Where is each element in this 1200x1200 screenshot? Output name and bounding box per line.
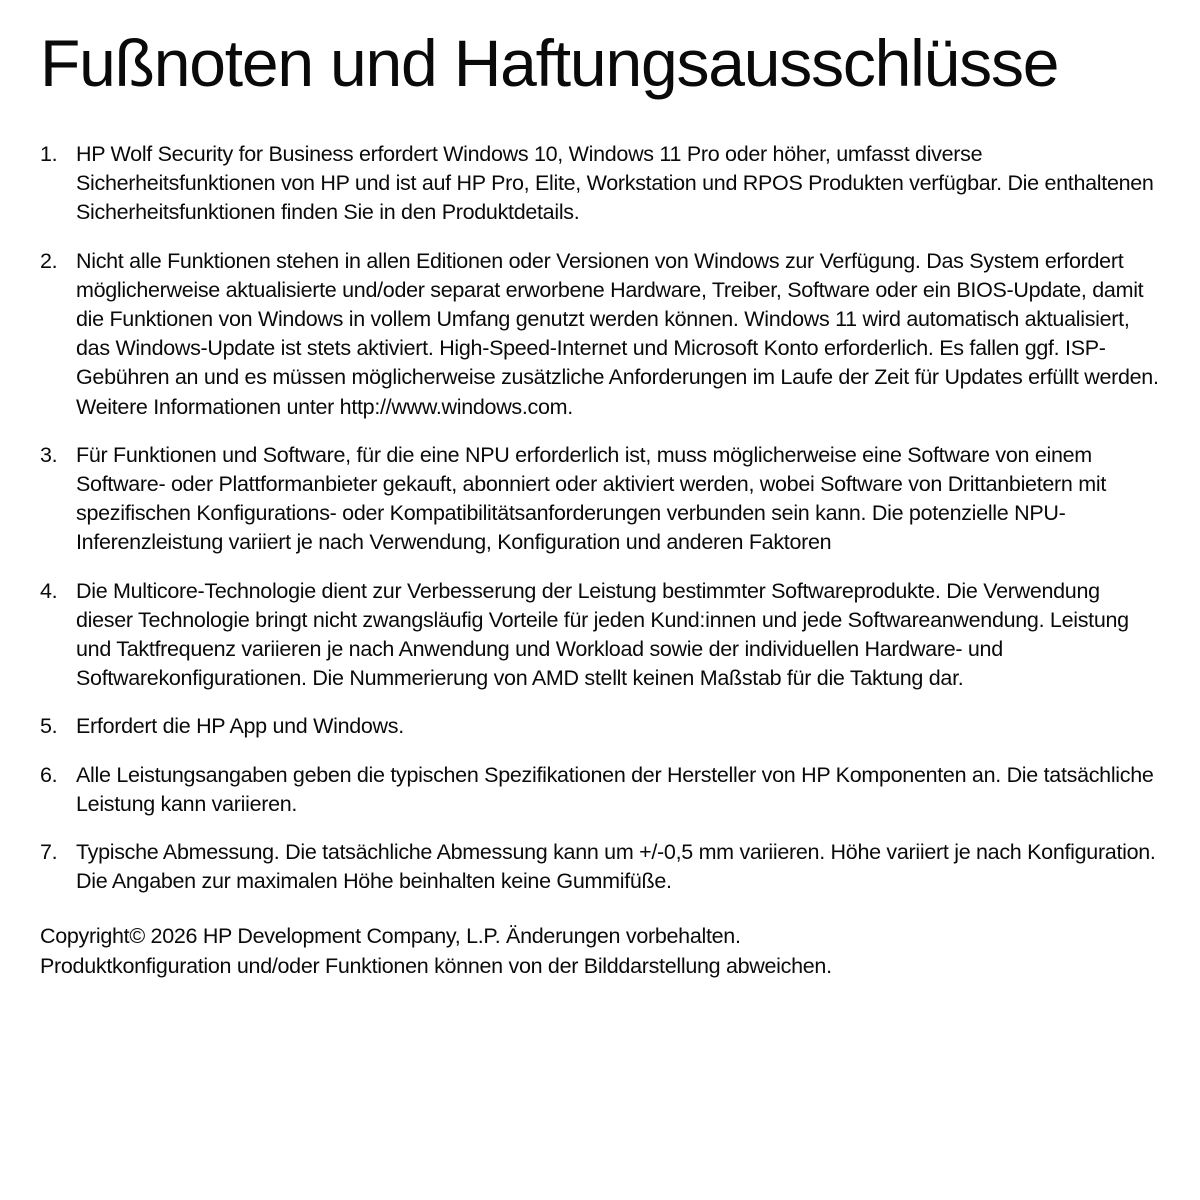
footnote-text: Für Funktionen und Software, für die eine NPU erforderlich ist, muss möglicherweise eine Software von einem Software- oder Plattformanbieter gekauft, abonniert oder aktiviert werden, wobei Software von Drittanbietern mit spezifischen Konfigurations- oder Kompatibilitätsanforderungen verbunden sein kann. Die potenzielle NPU-Inferenzleistung variiert je nach Verwendung, Konfiguration und anderen Faktoren bbox=[76, 442, 1106, 555]
footnote-number: 3. bbox=[40, 442, 58, 467]
footnote-number: 1. bbox=[40, 142, 58, 166]
footnote-text: Alle Leistungsangaben geben die typischen Spezifikationen der Hersteller von HP Komponenten an. Die tatsächliche Leistung kann variieren. bbox=[76, 762, 1154, 816]
copyright-notice bbox=[40, 922, 1160, 980]
footnote-text: HP Wolf Security for Business erfordert Windows 10, Windows 11 Pro oder höher, umfasst diverse Sicherheitsfunktionen von HP und ist auf HP Pro, Elite, Workstation und RPOS Produkten verfügbar. Die enthaltenen Sicherheitsfunktionen finden Sie in den Produktdetails. bbox=[76, 142, 1154, 225]
footnote-text: Erfordert die HP App und Windows. bbox=[76, 714, 404, 739]
footnote-text: Die Multicore-Technologie dient zur Verbesserung der Leistung bestimmter Softwareprodukte. Die Verwendung dieser Technologie bringt nicht zwangsläufig Vorteile für jeden Kund:innen und jede Softwareanwendung. Leistung und Taktfrequenz variieren je nach Anwendung und Workload sowie der individuellen Hardware- und Softwarekonfigurationen. Die Nummerierung von AMD stellt keinen Maßstab für die Taktung dar. bbox=[76, 578, 1129, 691]
footnote-text: Nicht alle Funktionen stehen in allen Editionen oder Versionen von Windows zur Verfügung. Das System erfordert möglicherweise aktualisierte und/oder separat erworbene Hardware, Treiber, Software oder ein BIOS-Update, damit die Funktionen von Windows in vollem Umfang genutzt werden können. Windows 11 wird automatisch aktualisiert, das Windows-Update ist stets aktiviert. High-Speed-Internet und Microsoft Konto erforderlich. Es fallen ggf. ISP-Gebühren an und es müssen möglicherweise zusätzliche Anforderungen im Laufe der Zeit für Updates erfüllt werden. Weitere Informationen unter http://www.windows.com. bbox=[76, 248, 1159, 419]
footnote-text: Typische Abmessung. Die tatsächliche Abmessung kann um +/-0,5 mm variieren. Höhe variiert je nach Konfiguration. Die Angaben zur maximalen Höhe beinhalten keine Gummifüße. bbox=[76, 840, 1156, 894]
footnote-item bbox=[40, 441, 1160, 558]
disclaimer-line: Produktkonfiguration und/oder Funktionen können von der Bilddarstellung abweichen. bbox=[40, 953, 832, 978]
footnote-item bbox=[40, 838, 1160, 896]
footnote-number: 4. bbox=[40, 578, 58, 603]
footnote-item bbox=[40, 712, 1160, 741]
footnote-item bbox=[40, 247, 1160, 422]
footnote-number: 5. bbox=[40, 714, 58, 739]
footnote-number: 7. bbox=[40, 840, 58, 865]
footnote-list bbox=[40, 140, 1160, 896]
footnote-item bbox=[40, 761, 1160, 819]
page-title: Fußnoten und Haftungsausschlüsse bbox=[40, 26, 1059, 100]
copyright-line: Copyright© 2026 HP Development Company, L.P. Änderungen vorbehalten. bbox=[40, 924, 741, 949]
footnote-item bbox=[40, 140, 1160, 228]
footnote-number: 2. bbox=[40, 248, 58, 273]
footnote-number: 6. bbox=[40, 762, 58, 787]
footnote-item bbox=[40, 577, 1160, 694]
